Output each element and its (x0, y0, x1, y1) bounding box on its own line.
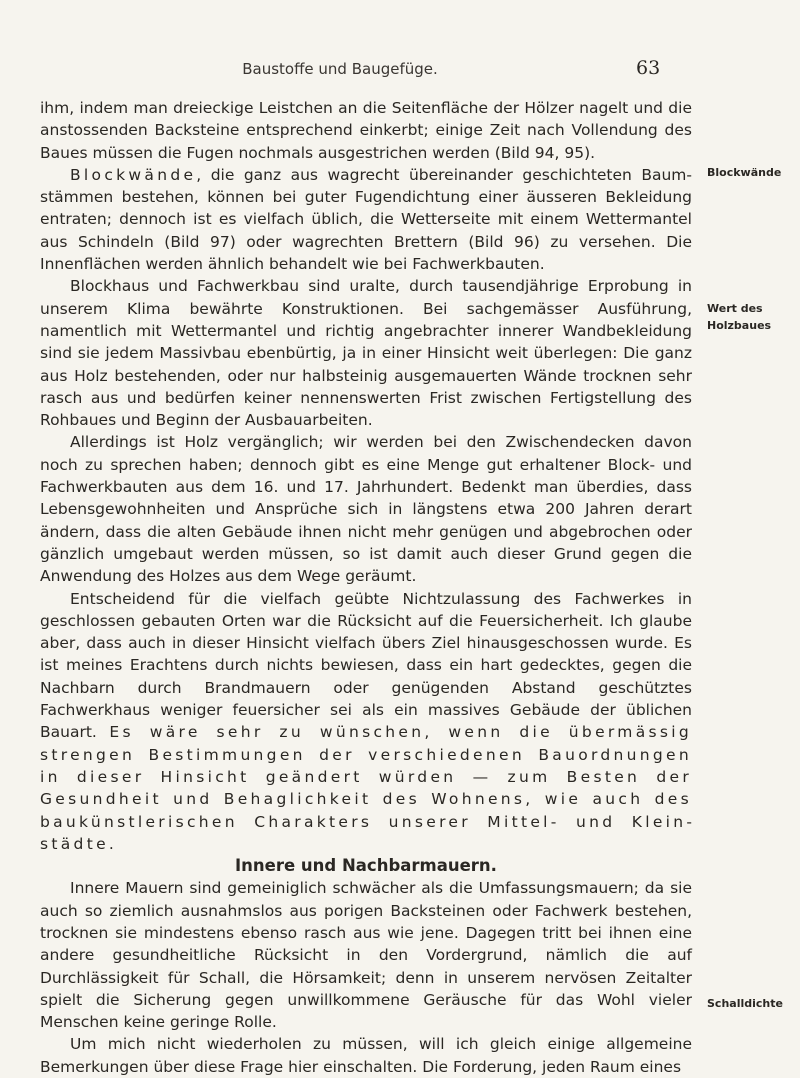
paragraph: ihm, indem man dreieckige Leistchen an die Seitenfläche der Hölzer nagelt und die anstossenden Backsteine entsprechend einkerbt; einige Zeit nach Vollendung des Baues müssen die Fugen nochmals ausgestrichen werden (Bild 94, 95). (40, 99, 692, 162)
paragraph-text: Entscheidend für die vielfach geübte Nichtzulassung des Fachwerkes in geschlossen gebauten Orten war die Rücksicht auf die Feuersicherheit. Ich glaube aber, dass auch in dieser Hinsicht vielfach übers Ziel hinausgeschossen wurde. Es ist meines Erachtens durch nichts bewiesen, dass ein hart gedecktes, gegen die Nachbarn durch Brandmauern oder genügenden Abstand geschütztes Fachwerkhaus weniger feuersicher sei als ein massives Gebäude der üblichen Bauart. (40, 589, 692, 742)
running-header-title: Baustoffe und Baugefüge. (242, 60, 438, 78)
paragraph: Innere Mauern sind gemeiniglich schwächer als die Umfassungsmauern; da sie auch so ziemlich ausnahmslos aus porigen Backsteinen oder Fachwerk bestehen, trocknen sie mindestens ebenso rasch aus wie jene. Dagegen tritt bei ihnen eine andere gesundheitliche Rücksicht in den Vordergrund, nämlich die auf Durchlässigkeit für Schall, die Hörsamkeit; denn in unserem nervösen Zeitalter spielt die Sicherung gegen unwillkommene Geräusche für das Wohl vieler Menschen keine geringe Rolle. (40, 879, 692, 1032)
margin-note-schalldichte: Schalldichte (707, 997, 783, 1010)
section-heading: Innere und Nachbarmauern. (235, 856, 497, 876)
margin-note-line: Holzbaues (707, 319, 772, 332)
body-text (40, 97, 692, 1078)
margin-note-wert-des-holzbaues (707, 300, 799, 334)
paragraph (40, 588, 692, 856)
paragraph: Allerdings ist Holz vergänglich; wir werden bei den Zwischendecken davon noch zu sprechen haben; dennoch gibt es eine Menge gut erhaltener Block- und Fachwerkbauten aus dem 16. und 17. Jahrhundert. Bedenkt man überdies, dass Lebensgewohnheiten und Ansprüche sich in längstens etwa 200 Jahren derart ändern, dass die alten Gebäude ihnen nicht mehr genügen und abgebrochen oder gänzlich umgebaut werden müssen, so ist damit auch dieser Grund gegen die Anwendung des Holzes aus dem Wege geräumt. (40, 433, 692, 586)
margin-note-line: Wert des (707, 302, 763, 315)
spaced-emphasis: Es wäre sehr zu wünschen, wenn die übermässig strengen Bestimmungen der verschiedenen Bauordnungen in dieser Hinsicht geändert würden — zum Besten der Gesundheit und Behaglichkeit des Wohnens, wie auch des baukünstlerischen Charakters unserer Mittel- und Kleinstädte. (40, 723, 692, 853)
paragraph (40, 164, 692, 275)
margin-note-blockwaende: Blockwände (707, 166, 782, 179)
spaced-term: Blockwände (70, 165, 197, 184)
paragraph: Um mich nicht wiederholen zu müssen, will ich gleich einige allgemeine Bemerkungen über diese Frage hier einschalten. Die Forderung, jeden Raum eines (40, 1035, 692, 1076)
paragraph-text: , die ganz aus wagrecht übereinander geschichteten Baumstämmen bestehen, können bei guter Fugendichtung einer äusseren Bekleidung entraten; dennoch ist es vielfach üblich, die Wetterseite mit einem Wettermantel aus Schindeln (Bild 97) oder wagrechten Brettern (Bild 96) zu versehen. Die Innenflächen werden ähnlich behandelt wie bei Fachwerkbauten. (40, 165, 692, 274)
paragraph: Blockhaus und Fachwerkbau sind uralte, durch tausendjährige Erprobung in unserem Klima bewährte Konstruktionen. Bei sachgemässer Ausführung, namentlich mit Wettermantel und richtig angebrachter innerer Wandbekleidung sind sie jedem Massivbau ebenbürtig, ja in einer Hinsicht weit überlegen: Die ganz aus Holz bestehenden, oder nur halbsteinig ausgemauerten Wände trocknen sehr rasch aus und bedürfen keiner nennenswerten Frist zwischen Fertigstellung des Rohbaues und Beginn der Ausbauarbeiten. (40, 277, 692, 430)
page-number: 63 (636, 57, 661, 79)
